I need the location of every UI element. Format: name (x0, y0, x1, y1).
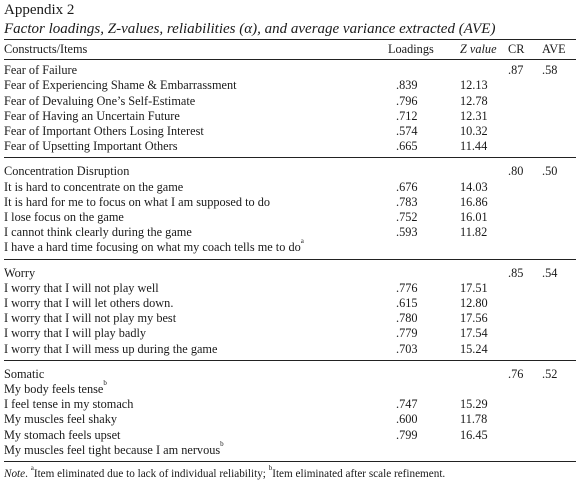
note-label: Note (4, 468, 26, 481)
item-text: Fear of Upsetting Important Others (4, 139, 178, 154)
item-text-cell (4, 342, 388, 361)
item-ave-empty (542, 109, 576, 124)
item-cr-empty (508, 311, 542, 326)
header-cr: CR (508, 40, 542, 60)
item-text: My muscles feel shaky (4, 412, 118, 427)
note-a-text: Item eliminated due to lack of individual reliability; (33, 468, 269, 481)
item-text: Fear of Having an Uncertain Future (4, 108, 180, 123)
item-cr-empty (508, 78, 542, 93)
item-loading: .752 (396, 210, 418, 225)
item-loading: .780 (396, 311, 418, 326)
item-text: I feel tense in my stomach (4, 397, 134, 412)
item-cr-empty (508, 281, 542, 296)
item-ave-empty (542, 397, 576, 412)
item-row (4, 94, 576, 109)
item-ave-empty (542, 428, 576, 443)
item-loading: .676 (396, 179, 418, 194)
item-ave-empty (542, 342, 576, 361)
item-row (4, 210, 576, 225)
item-text: I worry that I will mess up during the game (4, 341, 218, 356)
item-text-cell (4, 237, 388, 259)
appendix-label: Appendix 2 (4, 2, 75, 18)
item-cr-empty (508, 124, 542, 139)
item-text-cell (4, 109, 388, 124)
item-loading: .747 (396, 397, 418, 412)
item-loading: .600 (396, 412, 418, 427)
construct-ave: .54 (542, 265, 558, 280)
item-text: I worry that I will let others down. (4, 296, 174, 311)
item-loading: .839 (396, 78, 418, 93)
item-z-value: 16.86 (460, 194, 488, 209)
item-text: I cannot think clearly during the game (4, 225, 192, 240)
header-constructs-items: Constructs/Items (4, 40, 388, 60)
construct-loading-empty (388, 360, 450, 382)
note-b-mark: b (268, 464, 273, 473)
item-ave-empty (542, 382, 576, 397)
item-loading: .593 (396, 225, 418, 240)
item-text: I worry that I will play badly (4, 326, 147, 341)
item-ave-empty (542, 240, 576, 259)
item-ave-empty (542, 281, 576, 296)
item-cr-empty (508, 342, 542, 361)
item-loading: .574 (396, 124, 418, 139)
item-loading (388, 240, 450, 259)
item-z-value: 15.24 (450, 342, 508, 361)
item-ave-empty (542, 195, 576, 210)
item-loading: .712 (396, 108, 418, 123)
item-cr-empty (508, 94, 542, 109)
item-loading: .665 (388, 139, 450, 158)
item-text-cell (4, 195, 388, 210)
table-note: Note. $^a$Item eliminated due to lack of individual reliability; $^b$Item eliminated after scale refinement. (4, 464, 446, 481)
construct-cr: .85 (508, 265, 524, 280)
item-text: Fear of Important Others Losing Interest (4, 124, 204, 139)
item-z-value (450, 443, 508, 462)
construct-row (4, 158, 576, 180)
item-cr-empty (508, 109, 542, 124)
item-loading: .703 (388, 342, 450, 361)
item-z-value: 11.44 (450, 139, 508, 158)
item-cr-empty (508, 139, 542, 158)
item-ave-empty (542, 296, 576, 311)
item-ave-empty (542, 94, 576, 109)
item-footnote-mark: b (103, 379, 107, 388)
construct-ave: .58 (542, 63, 558, 78)
item-z-value: 15.29 (460, 397, 488, 412)
item-text: I worry that I will not play my best (4, 311, 177, 326)
item-row (4, 296, 576, 311)
item-ave-empty (542, 412, 576, 427)
item-text: My stomach feels upset (4, 427, 121, 442)
construct-z-empty (450, 360, 508, 382)
item-z-value: 16.45 (460, 427, 488, 442)
item-text: It is hard to concentrate on the game (4, 179, 184, 194)
item-loading: .799 (396, 427, 418, 442)
item-text: It is hard for me to focus on what I am supposed to do (4, 194, 271, 209)
item-z-value: 12.31 (460, 108, 488, 123)
construct-cr: .80 (508, 164, 524, 179)
item-z-value: 12.78 (460, 93, 488, 108)
item-text-cell (4, 379, 388, 397)
construct-loading-empty (388, 158, 450, 180)
item-text-cell (4, 296, 388, 311)
item-loading: .776 (396, 280, 418, 295)
construct-row (4, 60, 576, 79)
construct-name: Worry (4, 265, 36, 280)
item-row (4, 225, 576, 240)
item-text: Fear of Devaluing One’s Self-Estimate (4, 93, 196, 108)
item-cr-empty (508, 397, 542, 412)
item-text-cell (4, 281, 388, 296)
item-loading: .779 (396, 326, 418, 341)
item-text: Fear of Experiencing Shame & Embarrassment (4, 78, 237, 93)
item-loading (388, 382, 450, 397)
construct-row (4, 259, 576, 281)
item-row (4, 443, 576, 462)
item-ave-empty (542, 139, 576, 158)
item-row (4, 139, 576, 158)
item-z-value: 17.51 (460, 280, 488, 295)
construct-z-empty (450, 259, 508, 281)
item-text-cell (4, 210, 388, 225)
item-footnote-mark: a (300, 237, 304, 246)
item-text: I have a hard time focusing on what my coach tells me to do (4, 240, 301, 255)
item-text: My muscles feel tight because I am nervous (4, 442, 221, 457)
item-z-value: 12.13 (460, 78, 488, 93)
item-text-cell (4, 326, 388, 341)
item-cr-empty (508, 382, 542, 397)
item-row (4, 412, 576, 427)
item-ave-empty (542, 78, 576, 93)
item-row (4, 342, 576, 361)
item-cr-empty (508, 296, 542, 311)
table-caption: Factor loadings, Z-values, reliabilities (α), and average variance extracted (AVE) (4, 21, 496, 37)
item-ave-empty (542, 124, 576, 139)
item-z-value (450, 382, 508, 397)
item-row (4, 311, 576, 326)
item-cr-empty (508, 195, 542, 210)
item-cr-empty (508, 210, 542, 225)
construct-ave: .52 (542, 366, 558, 381)
item-ave-empty (542, 443, 576, 462)
item-text-cell (4, 428, 388, 443)
construct-loading-empty (388, 259, 450, 281)
note-a-mark: a (30, 464, 34, 473)
item-z-value: 14.03 (460, 179, 488, 194)
item-row (4, 240, 576, 259)
item-text-cell (4, 412, 388, 427)
item-loading (388, 443, 450, 462)
item-z-value: 10.32 (460, 124, 488, 139)
item-text-cell (4, 78, 388, 93)
item-loading: .796 (396, 93, 418, 108)
item-ave-empty (542, 180, 576, 195)
item-text-cell (4, 397, 388, 412)
item-row (4, 78, 576, 93)
item-row (4, 281, 576, 296)
item-cr-empty (508, 443, 542, 462)
item-row (4, 382, 576, 397)
construct-z-empty (450, 60, 508, 79)
item-loading: .615 (396, 296, 418, 311)
construct-name: Fear of Failure (4, 63, 78, 78)
header-loadings: Loadings (388, 40, 450, 60)
item-text-cell (4, 439, 388, 462)
item-cr-empty (508, 326, 542, 341)
item-cr-empty (508, 428, 542, 443)
item-row (4, 397, 576, 412)
item-z-value (450, 240, 508, 259)
item-text: My body feels tense (4, 382, 104, 397)
construct-cr: .76 (508, 366, 524, 381)
item-cr-empty (508, 240, 542, 259)
construct-cr: .87 (508, 63, 524, 78)
item-ave-empty (542, 311, 576, 326)
item-z-value: 17.56 (460, 311, 488, 326)
construct-row (4, 360, 576, 382)
item-cr-empty (508, 180, 542, 195)
item-row (4, 195, 576, 210)
item-z-value: 17.54 (460, 326, 488, 341)
table-header-row (4, 40, 576, 60)
item-text-cell (4, 124, 388, 139)
item-row (4, 428, 576, 443)
item-cr-empty (508, 225, 542, 240)
construct-name: Somatic (4, 366, 45, 381)
item-z-value: 12.80 (460, 296, 488, 311)
construct-z-empty (450, 158, 508, 180)
item-row (4, 326, 576, 341)
item-text: I worry that I will not play well (4, 280, 159, 295)
item-text: I lose focus on the game (4, 210, 124, 225)
item-row (4, 180, 576, 195)
construct-ave: .50 (542, 164, 558, 179)
item-ave-empty (542, 225, 576, 240)
item-footnote-mark: b (220, 439, 224, 448)
item-row (4, 109, 576, 124)
item-text-cell (4, 139, 388, 158)
item-text-cell (4, 180, 388, 195)
item-ave-empty (542, 210, 576, 225)
item-text-cell (4, 94, 388, 109)
item-text-cell (4, 225, 388, 240)
table-body (4, 60, 576, 462)
construct-loading-empty (388, 60, 450, 79)
construct-name: Concentration Disruption (4, 164, 130, 179)
item-z-value: 11.82 (460, 225, 488, 240)
item-cr-empty (508, 412, 542, 427)
item-z-value: 11.78 (460, 412, 488, 427)
note-b-text: Item eliminated after scale refinement. (272, 468, 446, 481)
item-z-value: 16.01 (460, 210, 488, 225)
item-row (4, 124, 576, 139)
factor-loadings-table (4, 39, 576, 462)
header-ave: AVE (542, 40, 576, 60)
header-z-value: Z value (450, 40, 508, 60)
item-text-cell (4, 311, 388, 326)
item-ave-empty (542, 326, 576, 341)
item-loading: .783 (396, 194, 418, 209)
